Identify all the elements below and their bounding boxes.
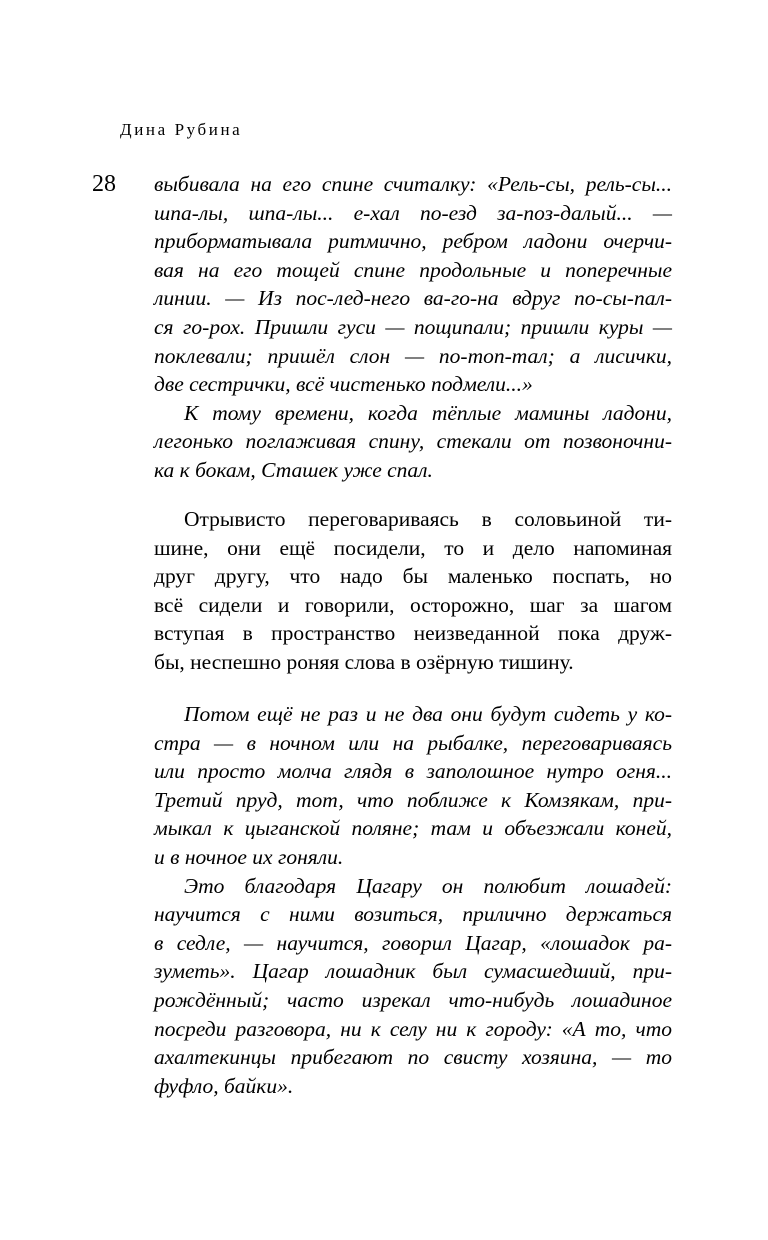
text-line: зуметь». Цагар лошадник был сумасшедший, при- (154, 959, 672, 984)
text-line: шине, они ещё посидели, то и дело напоминая (154, 535, 672, 560)
text-line: стра — в ночном или на рыбалке, переговариваясь (154, 730, 672, 755)
text-line: Отрывисто переговариваясь в соловьиной ти- (184, 507, 672, 531)
text-line: вая на его тощей спине продольные и поперечные (154, 257, 672, 282)
text-line: шпа-лы, шпа-лы... е-хал по-езд за-поз-далый... — (154, 200, 672, 225)
text-line: или просто молча глядя в заполошное нутро огня... (154, 759, 672, 784)
text-line: бы, неспешно роняя слова в озёрную тишину. (154, 649, 574, 674)
running-head-author: Дина Рубина (120, 120, 243, 139)
text-line: К тому времени, когда тёплые мамины ладони, (184, 400, 672, 425)
text-line: и в ночное их гоняли. (154, 844, 344, 869)
page-number: 28 (92, 171, 116, 197)
text-line: Потом ещё не раз и не два они будут сидеть у ко- (184, 702, 672, 726)
text-line: в седле, — научится, говорил Цагар, «лошадок ра- (154, 930, 672, 955)
text-line: ся го-рох. Пришли гуси — пощипали; пришли куры — (154, 314, 672, 339)
text-line: две сестрички, всё чистенько подмели...» (154, 372, 533, 397)
text-line: приборматывала ритмично, ребром ладони очерчи- (154, 229, 672, 254)
text-line: поклевали; пришёл слон — по-топ-тал; а лисички, (154, 343, 672, 368)
text-line: ахалтекинцы прибегают по свисту хозяина, — то (154, 1045, 672, 1070)
text-line: мыкал к цыганской поляне; там и объезжали коней, (154, 816, 672, 841)
text-line: Это благодаря Цагару он полюбит лошадей: (184, 873, 672, 898)
text-block-roman-conversation (154, 505, 672, 677)
text-line: фуфло, байки». (154, 1073, 294, 1098)
text-block-italic-lullaby (154, 170, 672, 485)
text-line: всё сидели и говорили, осторожно, шаг за шагом (154, 592, 672, 617)
text-line: друг другу, что надо бы маленько поспать, но (154, 564, 672, 589)
text-line: ка к бокам, Сташек уже спал. (154, 457, 433, 482)
text-line: научится с ними возиться, прилично держаться (154, 902, 672, 927)
text-line: легонько поглаживая спину, стекали от позвоночни- (154, 429, 672, 454)
text-line: линии. — Из пос-лед-него ва-го-на вдруг по-сы-пал- (154, 286, 672, 311)
text-line: выбивала на его спине считалку: «Рель-сы, рель-сы... (154, 172, 672, 196)
text-block-italic-campfire (154, 700, 672, 1100)
text-line: посреди разговора, ни к селу ни к городу: «А то, что (154, 1016, 672, 1041)
text-line: рождённый; часто изрекал что-нибудь лошадиное (154, 987, 672, 1012)
text-line: вступая в пространство неизведанной пока друж- (154, 621, 672, 646)
text-line: Третий пруд, тот, что поближе к Комзякам, при- (154, 787, 672, 812)
